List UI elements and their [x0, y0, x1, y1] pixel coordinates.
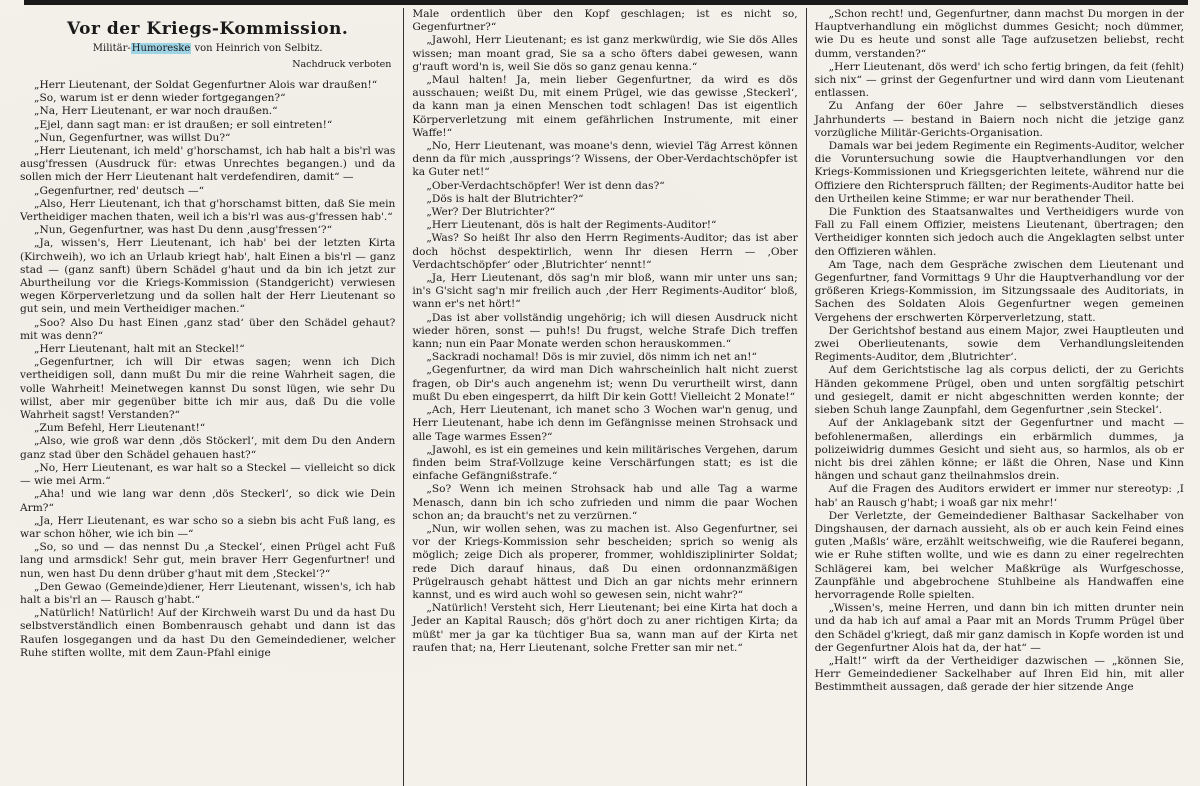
paragraph: Am Tage, nach dem Gespräche zwischen dem Lieutenant und Gegenfurtner, fand Vormittags 9 Uhr die Hauptverhandlung vor der größeren Kriegs-Kommission, im Sitzungssaale des Auditoriats, in Sachen des Soldaten Alois Gegenfurtner wegen gemeinen Vergehens der erschwerten Körperverletzung, statt. [814, 258, 1184, 324]
column-2 [404, 8, 805, 786]
paragraph: „Gegenfurtner, da wird man Dich wahrscheinlich halt nicht zuerst fragen, ob Dir's auch angenehm ist; wenn Du verurtheilt wirst, dann mußt Du eben eingesperrt, da hilft Dir kein Gott! Vielleicht 2 Monate!“ [412, 364, 798, 403]
paragraph: „Herr Lieutenant, der Soldat Gegenfurtner Alois war draußen!“ [34, 79, 378, 91]
paragraph: „No, Herr Lieutenant, es war halt so a Steckel — vielleicht so dick — wie mei Arm.“ [20, 461, 396, 488]
paragraph: „Sackradi nochamal! Dös is mir zuviel, dös nimm ich net an!“ [426, 351, 757, 364]
paragraph: „Jawohl, es ist ein gemeines und kein militärisches Vergehen, darum finden beim Straf-Vollzuge keine Verschärfungen statt; es ist die einfache Gefängnißstrafe.“ [412, 443, 798, 483]
top-rule [24, 0, 1188, 5]
paragraph: „Das ist aber vollständig ungehörig; ich will diesen Ausdruck nicht wieder hören, sonst — puh!s! Du frugst, welche Strafe Dich treffen kann; nun ein Paar Monate werden schon herauskommen.“ [412, 311, 798, 351]
byline-prefix: Militär- [92, 43, 131, 54]
paragraph: „Ja, Herr Lieutenant, dös sag'n mir bloß, wann mir unter uns san; in's G'sicht sag'n mir freilich auch ‚der Herr Regiments-Auditor‘ bloß, wann er's net hört!“ [412, 272, 798, 311]
paragraph: „Also, Herr Lieutenant, ich that g'horschamst bitten, daß Sie mein Vertheidiger machen thaten, weil ich a bis'rl was aus-g'fressen hab'.“ [20, 197, 396, 224]
paragraph: „Halt!“ wirft da der Vertheidiger dazwischen — „können Sie, Herr Gemeindediener Sackelhaber auf Ihren Eid hin, mit aller Bestimmtheit aussagen, daß gerade der hier sitzende Ange [814, 654, 1184, 694]
column-1 [14, 8, 403, 786]
paragraph: Die Funktion des Staatsanwaltes und Vertheidigers wurde von Fall zu Fall einem Offizier, meistens Lieutenant, übertragen; den Vertheidiger konnten sich jedoch auch die Angeklagten selbst unter den Offizieren wählen. [814, 206, 1184, 258]
paragraph: „Schon recht! und, Gegenfurtner, dann machst Du morgen in der Hauptverhandlung ein möglichst dummes Gesicht; noch dümmer, wie Du es heute und sonst alle Tage aufzusetzen beliebst, recht dumm, verstanden?“ [814, 8, 1184, 60]
paragraph: „So, so und — das nennst Du ‚a Steckel‘, einen Prügel acht Fuß lang und armsdick! Sehr gut, mein braver Herr Gegenfurtner! und nun, wen hast Du denn drüber g'haut mit dem ‚Steckel‘?“ [20, 541, 396, 580]
byline-author: von Heinrich von Selbitz. [191, 43, 323, 54]
paragraph: Auf dem Gerichtstische lag als corpus delicti, der zu Gerichts Händen gekommene Prügel, oben und unten sorgfältig petschirt und gesiegelt, damit er nicht abgeschnitten werden konnte; der sieben Schuh lange Zaunpfahl, dem Gegenfurtner ‚sein Steckel‘. [814, 364, 1184, 417]
byline-highlight: Humoreske [131, 43, 191, 54]
column-1-text [20, 79, 395, 660]
paragraph: „Nun, Gegenfurtner, was hast Du denn ‚ausg'fressen‘?“ [34, 224, 332, 237]
paragraph: „Was? So heißt Ihr also den Herrn Regiments-Auditor; das ist aber doch höchst despektirlich, wenn Ihr diesen Herrn — ‚Ober Verdachtschöpfer‘ oder ‚Blutrichter‘ nennt!“ [412, 232, 798, 271]
article-title: Vor der Kriegs-Kommission. [67, 19, 349, 39]
paragraph: „Natürlich! Natürlich! Auf der Kirchweih warst Du und da hast Du selbstverständlich einen Bombenrausch gehabt und dann ist das Raufen losgegangen und da hast Du den Gemeindediener, welcher Ruhe stiften wollte, mit dem Zaun-Pfahl einige [20, 607, 396, 659]
paragraph: „Den Gewao (Gemeinde)diener, Herr Lieutenant, wissen's, ich hab halt a bis'rl an — Rausch g'habt.“ [20, 580, 396, 606]
paragraph: „Ober-Verdachtschöpfer! Wer ist denn das?“ [426, 179, 665, 192]
paragraph: „Ach, Herr Lieutenant, ich manet scho 3 Wochen war'n genug, und Herr Lieutenant, habe ich denn im Gefängnisse meinen Strohsack und alle Tage warmes Essen?“ [412, 404, 798, 443]
paragraph: „Soo? Also Du hast Einen ‚ganz stad‘ über den Schädel gehaut? mit was denn?“ [20, 316, 396, 342]
paragraph: „Gegenfurtner, red' deutsch —“ [34, 184, 204, 197]
paragraph: „Na, Herr Lieutenant, er war noch draußen.“ [34, 105, 278, 118]
paragraph: „Nun, Gegenfurtner, was willst Du?“ [34, 131, 231, 144]
paragraph: „Aha! und wie lang war denn ‚dös Steckerl‘, so dick wie Dein Arm?“ [20, 488, 396, 514]
paragraph: „Also, wie groß war denn ‚dös Stöckerl‘, mit dem Du den Andern ganz stad über den Schädel gehauen hast?“ [20, 435, 396, 461]
paragraph: „Nun, wir wollen sehen, was zu machen ist. Also Gegenfurtner, sei vor der Kriegs-Kommission sehr bescheiden; sprich so wenig als möglich; zeige Dich als properer, frommer, wohldisziplinirter Soldat; rede Dich darauf hinaus, daß Du einen ordonnanzmäßigen Prügelrausch gehabt hättest und Dich an gar nichts mehr erinnern kannst, und es wird auch wohl so gewesen sein, nicht wahr?“ [412, 522, 798, 601]
paragraph: „Ja, wissen's, Herr Lieutenant, ich hab' bei der letzten Kirta (Kirchweih), wo ich an Urlaub kriegt hab', halt Einen a bis'rl — ganz stad — (ganz sanft) übern Schädel g'haut und da bin ich jetzt zur Aburtheilung vor die Kriegs-Kommission (Standgericht) verwiesen wegen Körperverletzung und da sollen halt der Herr Lieutenant so gut sein, und mein Vertheidiger machen.“ [20, 237, 396, 316]
paragraph: Der Verletzte, der Gemeindediener Balthasar Sackelhaber von Dingshausen, der darnach aussieht, als ob er auch kein Feind eines guten ‚Maßls‘ wäre, erzählt weitschweifig, wie die Rauferei begann, wie er Ruhe stiften wollte, und wie es dann zu einer regelrechten Schlägerei kam, bei welcher Maßkrüge als Wurfgeschosse, Zaunpfähle und abgebrochene Stuhlbeine als Handwaffen eine hervorragende Rolle spielten. [814, 509, 1184, 601]
column-3 [807, 8, 1188, 786]
paragraph: „Ja, Herr Lieutenant, es war scho so a siebn bis acht Fuß lang, es war schon höher, wie ich bin —“ [20, 514, 396, 540]
paragraph: „So, warum ist er denn wieder fortgegangen?“ [34, 92, 286, 105]
paragraph: „Herr Lieutenant, halt mit an Steckel!“ [34, 343, 245, 356]
paragraph: „Maul halten! Ja, mein lieber Gegenfurtner, da wird es dös ausschauen; weißt Du, mit einem Prügel, wie das gewisse ‚Steckerl‘, da kann man ja einen Menschen todt schlagen! Das ist eigentlich Körperverletzung mit einem gefährlichen Instrumente, mit einer Waffe!“ [412, 74, 798, 139]
paragraph: Male ordentlich über den Kopf geschlagen; ist es nicht so, Gegenfurtner?“ [412, 8, 798, 34]
paragraph: „Wissen's, meine Herren, und dann bin ich mitten drunter nein und da hab ich auf amal a Paar mit an Mords Trumm Prügel über den Schädel g'kriegt, daß mir ganz damisch in Kopfe worden ist und der Gegenfurtner Alois hat da, der hat“ — [814, 602, 1184, 654]
paragraph: „Herr Lieutenant, dös werd' ich scho fertig bringen, da feit (fehlt) sich nix“ — grinst der Gegenfurtner und wird dann vom Lieutenant entlassen. [814, 60, 1184, 100]
paragraph: „Gegenfurtner, ich will Dir etwas sagen; wenn ich Dich vertheidigen soll, dann mußt Du mir die reine Wahrheit sagen, die volle Wahrheit! Meinetwegen kannst Du sonst lügen, wie sehr Du willst, aber mir gegenüber bitte ich mir aus, daß Du die volle Wahrheit sagst! Verstanden?“ [20, 356, 396, 422]
paragraph: „Wer? Der Blutrichter?“ [426, 206, 556, 219]
paragraph: „Natürlich! Versteht sich, Herr Lieutenant; bei eine Kirta hat doch a Jeder an Kapital Rausch; dös g'hört doch zu aner richtigen Kirta; da müßt' mer ja gar ka tüchtiger Bua sa, wann man auf der Kirta net raufen that; na, Herr Lieutenant, solche Fretter san mir net.“ [412, 602, 798, 654]
reprint-notice: Nachdruck verboten [292, 59, 392, 70]
paragraph: „Ejel, dann sagt man: er ist draußen; er soll eintreten!“ [34, 118, 333, 131]
paragraph: Zu Anfang der 60er Jahre — selbstverständlich dieses Jahrhunderts — bestand in Baiern noch nicht die jetzige ganz vorzügliche Militär-Gerichts-Organisation. [814, 100, 1184, 139]
article-columns [14, 8, 1188, 786]
paragraph: „So? Wenn ich meinen Strohsack hab und alle Tag a warme Menasch, dann bin ich scho zufrieden und nimm die paar Wochen schon an; da braucht's net zu verzürnen.“ [412, 483, 798, 522]
paragraph: „Jawohl, Herr Lieutenant; es ist ganz merkwürdig, wie Sie dös Alles wissen; man moant grad, Sie sa a scho öfters dabei gewesen, wann g'rauft word'n is, weil Sie dös so ganz genau kenna.“ [412, 34, 798, 73]
article-byline [20, 42, 395, 56]
paragraph: Auf die Fragen des Auditors erwidert er immer nur stereotyp: ‚I hab' an Rausch g'habt; i woaß gar nix mehr!‘ [814, 483, 1184, 509]
paragraph: „Herr Lieutenant, ich meld' g'horschamst, ich hab halt a bis'rl was ausg'fressen (Ausdruck für: etwas Unrechtes begangen.) und da sollen mich der Herr Lieutenant halt verdefendiren, damit“ — [20, 145, 396, 184]
paragraph: Auf der Anklagebank sitzt der Gegenfurtner und macht — befohlenermaßen, allerdings ein erbärmlich dummes, ja polizeiwidrig dummes Gesicht und sieht aus, so harmlos, als ob er nicht bis drei zählen könne; er läßt die Ohren, Nase und Kinn hängen und schaut ganz theilnahmslos drein. [814, 417, 1184, 483]
paragraph: „No, Herr Lieutenant, was moane's denn, wieviel Täg Arrest können denn da für mich ‚aussprings‘? Wissens, der Ober-Verdachtschöpfer ist ka Guter net!“ [412, 140, 798, 179]
paragraph: Damals war bei jedem Regimente ein Regiments-Auditor, welcher die Voruntersuchung sowie die Hauptverhandlungen vor den Kriegs-Kommissionen und Kriegsgerichten leitete, während nur die Offiziere den Richterspruch fällten; der Regiments-Auditor hatte bei den Urtheilen keine Stimme; er war nur berathender Theil. [814, 140, 1184, 205]
paragraph: „Herr Lieutenant, dös is halt der Regiments-Auditor!“ [426, 219, 717, 232]
paragraph: „Zum Befehl, Herr Lieutenant!“ [34, 422, 206, 435]
paragraph: „Dös is halt der Blutrichter?“ [426, 192, 584, 205]
paragraph: Der Gerichtshof bestand aus einem Major, zwei Hauptleuten und zwei Oberlieutenants, sowie dem Verhandlungsleitenden Regiments-Auditor, dem ‚Blutrichter‘. [814, 324, 1184, 364]
